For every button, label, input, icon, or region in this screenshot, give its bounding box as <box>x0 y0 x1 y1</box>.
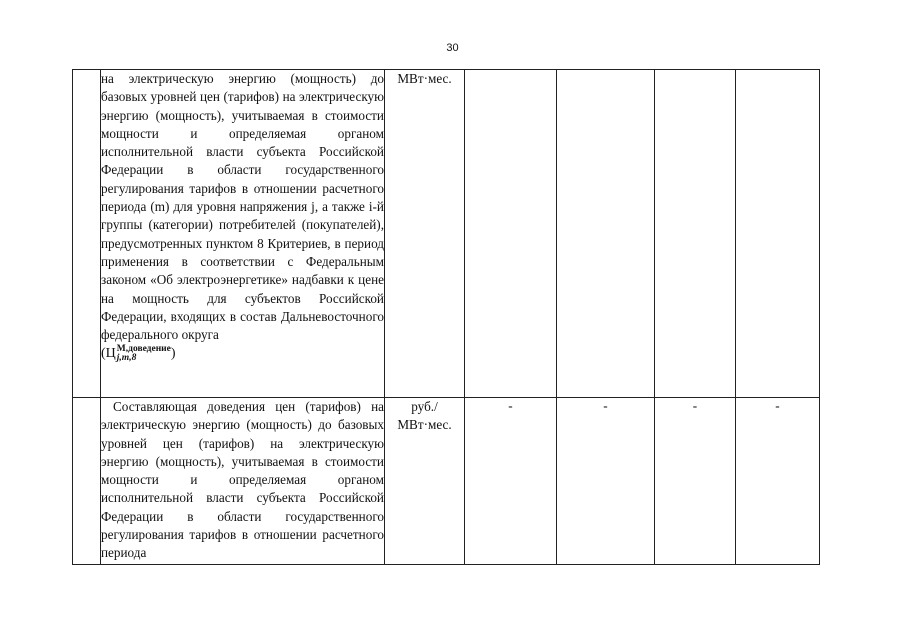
value-cell <box>655 70 736 398</box>
page-number: 30 <box>446 42 459 54</box>
table-row <box>73 70 820 398</box>
tariff-table <box>72 69 820 565</box>
value-cell <box>557 70 655 398</box>
formula-subscript: j,m,8 <box>116 353 137 364</box>
unit-cell: руб./ МВт·мес. <box>385 398 465 565</box>
value-cell: - <box>465 398 557 565</box>
description-text: Составляющая доведения цен (тарифов) на электрическую энергию (мощность) до базовых уровней цен (тарифов) на электрическую энергию (мощность), учитываемая в стоимости мощности и определяемая органом исполнительной власти субъекта Российской Федерации в области государственного регулирования тарифов в отношении расчетного периода <box>101 399 384 561</box>
description-text: на электрическую энергию (мощность) до базовых уровней цен (тарифов) на электрическую энергию (мощность), учитываемая в стоимости мощности и определяемая органом исполнительной власти субъекта Российской Федерации в области государственного регулирования тарифов в отношении расчетного периода (m) для уровня напряжения j, а также i-й группы (категории) потребителей (покупателей), предусмотренных пунктом 8 Критериев, в период применения в соответствии с Федеральным законом «Об электроэнергетике» надбавки к цене на мощность для субъектов Российской Федерации, входящих в состав Дальневосточного федерального округа <box>101 71 384 343</box>
formula-symbol: Ц <box>105 346 116 362</box>
value-cell <box>465 70 557 398</box>
row-number-cell <box>73 70 101 398</box>
value-cell <box>736 70 820 398</box>
description-cell <box>101 70 385 398</box>
value-cell: - <box>557 398 655 565</box>
description-cell <box>101 398 385 565</box>
table-row <box>73 398 820 565</box>
formula-superscript: М,доведение <box>116 344 171 355</box>
unit-cell: МВт·мес. <box>385 70 465 398</box>
formula: (ЦМ,доведение j,m,8 ) <box>101 344 176 364</box>
row-number-cell <box>73 398 101 565</box>
value-cell: - <box>736 398 820 565</box>
value-cell: - <box>655 398 736 565</box>
